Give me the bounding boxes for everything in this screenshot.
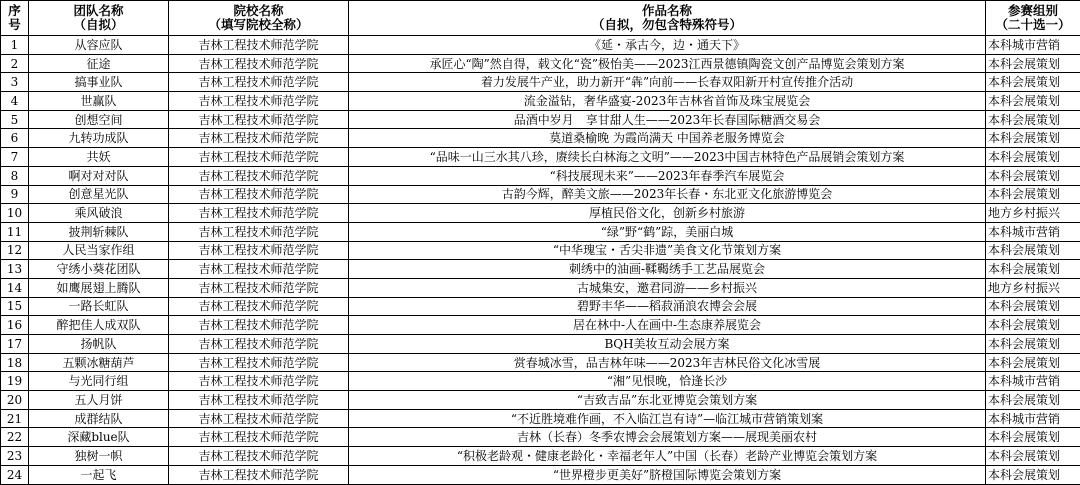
cell-group: 本科会展策划 [986, 297, 1080, 316]
table-row [1, 278, 1080, 297]
cell-group: 本科会展策划 [986, 391, 1080, 410]
cell-school-name: 吉林工程技术师范学院 [169, 148, 349, 167]
cell-team-name: 醉把佳人成双队 [29, 316, 169, 335]
table-row [1, 92, 1080, 111]
cell-group: 本科会展策划 [986, 353, 1080, 372]
cell-team-name: 共妖 [29, 148, 169, 167]
cell-school-name: 吉林工程技术师范学院 [169, 204, 349, 223]
cell-group: 本科城市营销 [986, 36, 1080, 55]
cell-school-name: 吉林工程技术师范学院 [169, 372, 349, 391]
cell-school-name: 吉林工程技术师范学院 [169, 222, 349, 241]
cell-seq: 18 [1, 353, 29, 372]
cell-school-name: 吉林工程技术师范学院 [169, 447, 349, 466]
table-row [1, 372, 1080, 391]
cell-work-name: “不近胜境难作画，不入临江岂有诗”—临江城市营销策划案 [349, 409, 986, 428]
cell-group: 本科会展策划 [986, 73, 1080, 92]
cell-team-name: 守绣小葵花团队 [29, 260, 169, 279]
cell-work-name: “中华瑰宝・舌尖非遗”美食文化节策划方案 [349, 241, 986, 260]
cell-work-name: 古城集安，邀君同游——乡村振兴 [349, 278, 986, 297]
cell-group: 本科会展策划 [986, 148, 1080, 167]
cell-work-name: 居在林中-人在画中-生态康养展览会 [349, 316, 986, 335]
cell-school-name: 吉林工程技术师范学院 [169, 129, 349, 148]
cell-school-name: 吉林工程技术师范学院 [169, 54, 349, 73]
cell-work-name: “品味一山三水其八珍，赓续长白林海之文明”——2023中国吉林特色产品展销会策划方案 [349, 148, 986, 167]
cell-group: 本科会展策划 [986, 185, 1080, 204]
cell-work-name: 厚植民俗文化，创新乡村旅游 [349, 204, 986, 223]
cell-work-name: 吉林（长春）冬季农博会会展策划方案——展现美丽农村 [349, 428, 986, 447]
cell-seq: 2 [1, 54, 29, 73]
cell-seq: 8 [1, 166, 29, 185]
table-row [1, 409, 1080, 428]
cell-group: 本科会展策划 [986, 260, 1080, 279]
table-row [1, 148, 1080, 167]
cell-team-name: 与光同行组 [29, 372, 169, 391]
cell-seq: 23 [1, 447, 29, 466]
cell-work-name: 刺绣中的油画-鞣鞨绣手工艺品展览会 [349, 260, 986, 279]
cell-team-name: 深藏blue队 [29, 428, 169, 447]
cell-group: 本科会展策划 [986, 54, 1080, 73]
cell-school-name: 吉林工程技术师范学院 [169, 353, 349, 372]
cell-seq: 3 [1, 73, 29, 92]
cell-seq: 4 [1, 92, 29, 111]
cell-school-name: 吉林工程技术师范学院 [169, 409, 349, 428]
cell-seq: 9 [1, 185, 29, 204]
table-row [1, 204, 1080, 223]
table-row [1, 110, 1080, 129]
cell-school-name: 吉林工程技术师范学院 [169, 260, 349, 279]
cell-seq: 10 [1, 204, 29, 223]
cell-seq: 16 [1, 316, 29, 335]
header-team-name: 团队名称 （自拟） [29, 1, 169, 36]
cell-team-name: 独树一帜 [29, 447, 169, 466]
cell-seq: 19 [1, 372, 29, 391]
cell-team-name: 扬帆队 [29, 335, 169, 354]
cell-team-name: 成群结队 [29, 409, 169, 428]
cell-work-name: 碧野丰华——稻菽涌浪农博会会展 [349, 297, 986, 316]
cell-team-name: 创想空间 [29, 110, 169, 129]
table-row [1, 316, 1080, 335]
cell-team-name: 五颗冰糖葫芦 [29, 353, 169, 372]
cell-work-name: 《延・承古今，边・通天下》 [349, 36, 986, 55]
cell-group: 本科会展策划 [986, 316, 1080, 335]
table-row [1, 391, 1080, 410]
table-row [1, 428, 1080, 447]
cell-seq: 12 [1, 241, 29, 260]
cell-seq: 17 [1, 335, 29, 354]
cell-seq: 1 [1, 36, 29, 55]
cell-school-name: 吉林工程技术师范学院 [169, 428, 349, 447]
cell-team-name: 乘风破浪 [29, 204, 169, 223]
cell-team-name: 一路长虹队 [29, 297, 169, 316]
cell-team-name: 从容应队 [29, 36, 169, 55]
cell-group: 地方乡村振兴 [986, 278, 1080, 297]
cell-group: 本科会展策划 [986, 447, 1080, 466]
cell-group: 本科城市营销 [986, 222, 1080, 241]
table-row [1, 54, 1080, 73]
cell-seq: 6 [1, 129, 29, 148]
cell-team-name: 九转功成队 [29, 129, 169, 148]
cell-work-name: 古韵今辉，醉美文旅——2023年长春・东北亚文化旅游博览会 [349, 185, 986, 204]
cell-team-name: 搞事业队 [29, 73, 169, 92]
cell-school-name: 吉林工程技术师范学院 [169, 73, 349, 92]
cell-school-name: 吉林工程技术师范学院 [169, 110, 349, 129]
table-row [1, 36, 1080, 55]
cell-team-name: 征途 [29, 54, 169, 73]
table-row [1, 241, 1080, 260]
table-row [1, 260, 1080, 279]
cell-work-name: “绿”野“鹤”踪，美丽白城 [349, 222, 986, 241]
cell-group: 本科会展策划 [986, 166, 1080, 185]
cell-school-name: 吉林工程技术师范学院 [169, 36, 349, 55]
cell-work-name: 着力发展牛产业，助力新开“犇”向前——长春双阳新开村宣传推介活动 [349, 73, 986, 92]
cell-school-name: 吉林工程技术师范学院 [169, 391, 349, 410]
cell-work-name: “积极老龄观・健康老龄化・幸福老年人”中国（长春）老龄产业博览会策划方案 [349, 447, 986, 466]
cell-work-name: 莫道桑榆晚 为霞尚满天 中国养老服务博览会 [349, 129, 986, 148]
header-row [1, 1, 1080, 36]
cell-work-name: 品酒中岁月 享甘甜人生——2023年长春国际糖酒交易会 [349, 110, 986, 129]
cell-team-name: 如鹰展翅上腾队 [29, 278, 169, 297]
cell-team-name: 一起飞 [29, 465, 169, 484]
table-row [1, 447, 1080, 466]
header-seq: 序 号 [1, 1, 29, 36]
cell-work-name: “湘”见恨晚，恰逢长沙 [349, 372, 986, 391]
cell-team-name: 五人月饼 [29, 391, 169, 410]
cell-group: 本科会展策划 [986, 335, 1080, 354]
cell-seq: 14 [1, 278, 29, 297]
cell-seq: 15 [1, 297, 29, 316]
cell-school-name: 吉林工程技术师范学院 [169, 335, 349, 354]
cell-school-name: 吉林工程技术师范学院 [169, 316, 349, 335]
cell-work-name: BQH美妆互动会展方案 [349, 335, 986, 354]
cell-work-name: “吉致吉品”东北亚博览会策划方案 [349, 391, 986, 410]
cell-team-name: 创意星光队 [29, 185, 169, 204]
cell-group: 本科会展策划 [986, 110, 1080, 129]
cell-work-name: 赏春城冰雪，品吉林年味——2023年吉林民俗文化冰雪展 [349, 353, 986, 372]
cell-group: 本科城市营销 [986, 409, 1080, 428]
cell-seq: 7 [1, 148, 29, 167]
cell-seq: 11 [1, 222, 29, 241]
cell-school-name: 吉林工程技术师范学院 [169, 166, 349, 185]
cell-seq: 22 [1, 428, 29, 447]
cell-group: 本科城市营销 [986, 372, 1080, 391]
cell-school-name: 吉林工程技术师范学院 [169, 241, 349, 260]
cell-team-name: 世赢队 [29, 92, 169, 111]
cell-group: 本科会展策划 [986, 241, 1080, 260]
cell-group: 本科会展策划 [986, 92, 1080, 111]
header-school-name: 院校名称 （填写院校全称） [169, 1, 349, 36]
table-row [1, 222, 1080, 241]
cell-team-name: 啊对对对队 [29, 166, 169, 185]
header-work-name: 作品名称 （自拟，勿包含特殊符号） [349, 1, 986, 36]
cell-school-name: 吉林工程技术师范学院 [169, 465, 349, 484]
cell-team-name: 披荆斩棘队 [29, 222, 169, 241]
cell-school-name: 吉林工程技术师范学院 [169, 278, 349, 297]
cell-seq: 21 [1, 409, 29, 428]
table-row [1, 353, 1080, 372]
cell-work-name: “科技展现未来”——2023年春季汽车展览会 [349, 166, 986, 185]
cell-group: 地方乡村振兴 [986, 204, 1080, 223]
cell-group: 本科会展策划 [986, 428, 1080, 447]
cell-seq: 20 [1, 391, 29, 410]
table-row [1, 335, 1080, 354]
cell-work-name: 流金溢钻，奢华盛宴-2023年吉林省首饰及珠宝展览会 [349, 92, 986, 111]
table-row [1, 185, 1080, 204]
table-row [1, 129, 1080, 148]
cell-seq: 13 [1, 260, 29, 279]
cell-team-name: 人民当家作组 [29, 241, 169, 260]
table-row [1, 73, 1080, 92]
table-row [1, 166, 1080, 185]
cell-school-name: 吉林工程技术师范学院 [169, 92, 349, 111]
header-group: 参赛组别 （二十选一） [986, 1, 1080, 36]
cell-seq: 5 [1, 110, 29, 129]
cell-school-name: 吉林工程技术师范学院 [169, 185, 349, 204]
cell-school-name: 吉林工程技术师范学院 [169, 297, 349, 316]
cell-work-name: 承匠心“陶”然自得，载文化“瓷”极怡美——2023江西景德镇陶瓷文创产品博览会策划方案 [349, 54, 986, 73]
cell-seq: 24 [1, 465, 29, 484]
cell-work-name: “世界橙步更美好”脐橙国际博览会策划方案 [349, 465, 986, 484]
cell-group: 本科会展策划 [986, 465, 1080, 484]
cell-group: 本科会展策划 [986, 129, 1080, 148]
table-row [1, 297, 1080, 316]
table-row [1, 465, 1080, 484]
